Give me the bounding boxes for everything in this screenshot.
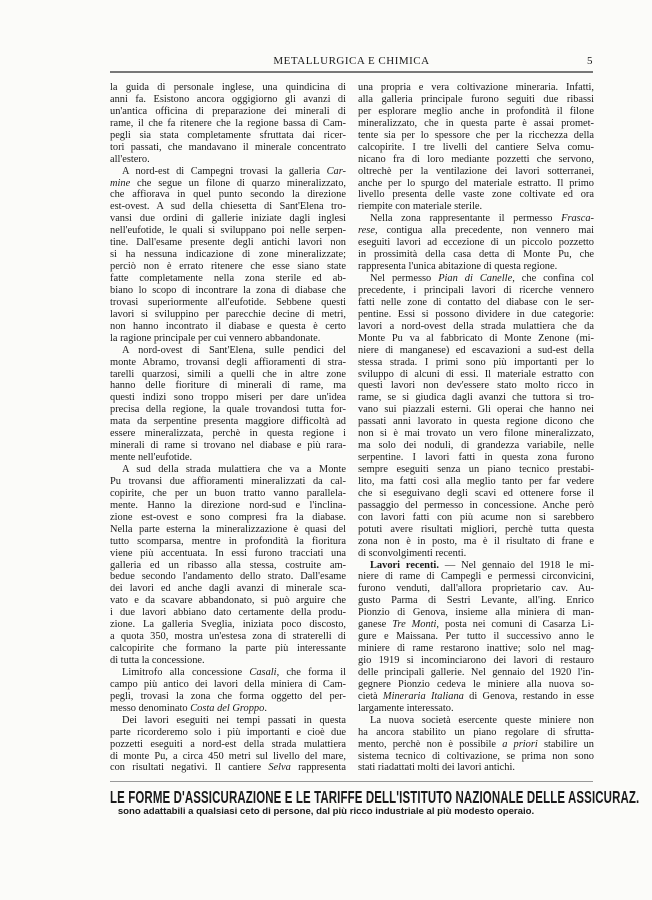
text-line: lito, ma fatti così alla meglio tanto per far vedere <box>358 475 594 487</box>
text-segment: , che confina col <box>512 273 594 284</box>
text-line: anni fa. Esistono ancora oggigiorno gli avanzi di <box>110 93 346 105</box>
text-line: calcopirite. I tre livelli del cantiere Selva comu- <box>358 141 594 153</box>
italic-text: mine <box>110 177 131 189</box>
text-segment: Limitrofo alla concessione <box>122 666 250 678</box>
text-line: niere di manganese) ed escavazioni a sud-est della <box>358 344 594 356</box>
text-line: A nord-ovest di Sant'Elena, sulle pendici del <box>122 344 346 356</box>
text-line: viene più accentuata. In essi furono tracciati una <box>110 547 346 559</box>
text-line: si ha nessuna indicazione di zone mineralizzate; <box>110 249 346 261</box>
text-line: nicano fra di loro mediante pozzetti che servono, <box>358 153 594 165</box>
text-line <box>110 667 346 679</box>
text-line: non si è mai trovato un vero filone mineralizzato, <box>358 428 594 440</box>
text-line: mente nell'eufotide. <box>110 452 193 464</box>
text-line: oltrechè per la ventilazione dei lavori sotterranei, <box>358 165 594 177</box>
text-line: sistema tecnico di coltivazione, se prima non sono <box>358 750 594 762</box>
italic-text: Costa del Groppo <box>190 702 265 714</box>
right-column <box>358 82 594 774</box>
italic-text: Casali <box>249 666 277 678</box>
text-line: riempite con materiale sterile. <box>358 201 483 213</box>
text-line: eseguiti lavori ad eccezione di un piccolo pozzetto <box>358 237 594 249</box>
text-line: Pu trovansi due affioramenti mineralizzati da cal- <box>110 475 346 487</box>
text-line: tine. Dall'esame presente degli antichi lavori non <box>110 237 346 249</box>
text-line: questi indizi sono troppo miseri per dare un'idea <box>110 392 346 404</box>
text-segment: , posta nei comuni di Casarza Li- <box>436 619 594 631</box>
text-line: fatti nelle zone di contatto del diabase con le ser- <box>358 296 594 308</box>
text-line: lavori a nord-ovest della strada mulattiera che da <box>358 320 594 332</box>
text-line: pentine. Essi si possono dividere in due categorie: <box>358 308 594 320</box>
text-line: livello presenta delle vaste zone coltivate ed ora <box>358 189 594 201</box>
text-line: nell'eufotide, le quali si sviluppano poi nelle serpen- <box>110 225 346 237</box>
text-line: biano lo scopo di incontrare la zona di diabase che <box>110 284 346 296</box>
text-line: di sconvolgimenti recenti. <box>358 547 467 559</box>
text-segment: Nella zona rappresentante il permesso <box>370 213 562 225</box>
text-line: essere mineralizzata, perchè in questa regione i <box>110 428 346 440</box>
text-line: rame, il che fa ritenere che la regione bassa di Cam- <box>110 117 346 129</box>
text-line <box>358 273 594 285</box>
text-line: tori passati, che mandavano il minerale concentrato <box>110 141 346 153</box>
text-line: trovasi superiormente all'eufotide. Sebbene questi <box>110 296 346 308</box>
text-line: pegli, trovasi la zona che forma oggetto del per- <box>110 690 346 702</box>
text-line: in prossimità della casa detta di Monte Pu, che <box>358 249 594 261</box>
text-line: a quota 350, mostra un'estesa zona di straterelli di <box>110 631 346 643</box>
text-segment: rappresenta <box>290 762 346 774</box>
text-line: alla galleria principale furono seguiti due ribassi <box>358 93 594 105</box>
text-line: miniere di rame restarono inattive; solo nel mag- <box>358 643 594 655</box>
text-line: tarelli quarzosi, simili a quelli che in altre zone <box>110 368 346 380</box>
text-segment: , contigua alla precedente, non vennero mai <box>374 225 594 237</box>
text-line: un'antica officina di preparazione dei minerali di <box>110 105 346 117</box>
text-line: passati anni lavorato in questa regione dicono che <box>358 416 594 428</box>
text-line: gio 1919 si incominciarono dei lavori di restauro <box>358 655 594 666</box>
paragraph <box>110 464 346 667</box>
paragraph <box>110 82 346 166</box>
text-line: mineralizzato, che in questa parte è assai promet- <box>358 117 594 129</box>
text-segment: ganese <box>358 619 393 631</box>
paragraph <box>110 667 346 715</box>
paragraph <box>110 345 346 464</box>
text-line: monte Abramo, trovansi degli affioramenti di stra- <box>110 356 346 368</box>
text-line: Dei lavori eseguiti nei tempi passati in questa <box>122 714 346 726</box>
italic-text: Pian di Canelle <box>438 273 513 284</box>
text-line: galleria ed un ribasso alla stessa, costruite am- <box>110 559 346 571</box>
text-line <box>110 178 346 190</box>
text-line <box>358 213 594 225</box>
text-line: sviluppo di alcuni di essi. Il materiale estratto con <box>358 368 594 380</box>
text-segment: di Genova, restando in esse <box>463 690 594 702</box>
text-line: non hanno incontrato il diabase e questa è certo <box>110 320 346 332</box>
text-segment: — Nel gennaio del 1918 le mi- <box>438 559 594 571</box>
text-line: lavori si sviluppino per parecchie decine di metri, <box>110 308 346 320</box>
text-line: anche per lo spurgo del materiale estratto. Il primo <box>358 177 594 189</box>
italic-text: Frasca- <box>561 213 594 225</box>
text-line: zione. La galleria Sveglia, iniziata poco discosto, <box>110 619 346 631</box>
journal-title: METALLURGICA E CHIMICA <box>273 55 430 67</box>
text-segment: che segue un filone di quarzo mineralizzato, <box>130 177 346 189</box>
text-line: bedue secondo l'andamento dello strato. Dall'esame <box>110 571 346 583</box>
text-line <box>110 762 346 774</box>
text-line: hanno delle fioriture di minerali di rame, ma <box>110 380 346 392</box>
text-line: ha ancora stabilito un piano regolare di sfrutta- <box>358 726 594 738</box>
italic-text: Mineraria Italiana <box>382 690 464 702</box>
text-segment: stabilire un <box>537 738 594 750</box>
text-line: largamente interessato. <box>358 702 454 714</box>
paragraph <box>358 82 594 213</box>
text-line: fatte completamente nella zona sterile ed ab- <box>110 273 346 284</box>
text-line: che si eseguivano degli scavi ed ottenere forse il <box>358 487 594 499</box>
text-line: perciò non è errato ritenere che esse siano state <box>110 261 346 273</box>
running-header <box>110 55 593 69</box>
text-segment: con risultati negativi. Il cantiere <box>110 762 269 774</box>
text-line: di monte Pu, a circa 450 metri sul livello del mare, <box>110 750 346 762</box>
text-line: vato e da scavare abbandonato, si può arguire che <box>110 595 346 607</box>
text-line: di tutta la concessione. <box>110 655 205 666</box>
italic-text: Car- <box>326 165 346 177</box>
text-line: Nella parte esterna la mineralizzazione è quasi del <box>110 523 346 535</box>
text-line: vansi due ordini di gallerie iniziate dagli inglesi <box>110 213 346 225</box>
text-line: vano sui piazzali esterni. Gli operai che hanno nei <box>358 404 594 416</box>
text-line: tente sia per lo spessore che per la ricchezza della <box>358 129 594 141</box>
text-line: delle principali gallerie. Nel gennaio del 1920 l'in- <box>358 666 594 678</box>
paragraph <box>358 213 594 273</box>
text-line: campo più antico dei lavori della miniera di Cam- <box>110 678 346 690</box>
text-segment: cietà <box>358 690 383 702</box>
text-line: Monte Pu va al fabbricato di Monte Zenone (mi- <box>358 332 594 344</box>
italic-text: Selva <box>268 762 291 774</box>
text-line: copirite, che per un buon tratto vanno parallela- <box>110 487 346 499</box>
text-line: all'estero. <box>110 153 150 165</box>
text-line: mata da serpentine presenta maggiore difficoltà ad <box>110 416 346 428</box>
text-line <box>110 703 346 715</box>
text-line: gegnere Pionzio cedeva le miniere alla nuova so- <box>358 678 594 690</box>
text-line: stati riadattati molti dei lavori antichi. <box>358 762 515 774</box>
footer-rule <box>110 781 593 782</box>
paragraph <box>358 715 594 775</box>
text-line: una propria e vera coltivazione mineraria. Infatti, <box>358 82 594 93</box>
text-line: A sud della strada mulattiera che va a Monte <box>122 464 346 475</box>
paragraph <box>110 715 346 775</box>
text-line: dei lavori ed anche dagli avanzi di minerale sca- <box>110 583 346 595</box>
text-line: zona non è in posto, ma è il risultato di frane e <box>358 535 594 547</box>
text-line: est-ovest. A sud della chiesetta di Sant'Elena tro- <box>110 201 346 213</box>
text-line <box>358 739 594 751</box>
text-line: serpentine. I lavori fatti in questa zona furono <box>358 452 594 464</box>
header-rule <box>110 71 593 73</box>
text-segment: A nord-est di Campegni trovasi la galleria <box>122 165 327 177</box>
italic-text: Tre Monti <box>392 619 437 631</box>
text-line: mente. Hanno la direzione nord-sud e l'inclina- <box>110 499 346 511</box>
text-line <box>358 619 594 631</box>
text-line <box>358 560 594 572</box>
text-line: la guida di personale inglese, una quindicina di <box>110 82 346 93</box>
text-line: zione est-ovest e sono compresi fra la diabase. <box>110 511 346 523</box>
text-line: stessa strada. I primi sono più importanti per lo <box>358 356 594 368</box>
text-line <box>110 166 346 178</box>
text-line: niere di rame di Campegli e permessi circonvicini, <box>358 571 594 583</box>
text-line: gusto Parma di Sestri Levante, all'ing. Enrico <box>358 595 594 607</box>
text-line: precisa della regione, la quale trovandosi tutta for- <box>110 404 346 416</box>
text-line: rame, se si giudica dagli avanzi che tuttora si tro- <box>358 392 594 404</box>
text-line: che affiorava in quel punto secondo la direzione <box>110 189 346 201</box>
text-line: Pionzio di Genova, insieme alla miniera di man- <box>358 607 594 619</box>
advertisement-headline: LE FORME D'ASSICURAZIONE E LE TARIFFE DELL'ISTITUTO NAZIONALE DELLE ASSICURAZ. <box>110 787 640 807</box>
italic-text: rese <box>358 225 375 237</box>
text-segment: messo denominato <box>110 702 191 714</box>
text-line: pegli sia stata completamente sfruttata dai ricer- <box>110 129 346 141</box>
text-line: passaggio del permesso in concessione. Anche però <box>358 499 594 511</box>
italic-text: a priori <box>502 738 538 750</box>
paragraph <box>110 166 346 345</box>
text-line: minerali di rame si trovano nel diabase e più rara- <box>110 440 346 452</box>
text-line: gure e Maissana. Per tutto il successivo anno le <box>358 631 594 643</box>
text-line: precedente, i principali lavori di ricerche vennero <box>358 284 594 296</box>
text-line: sempre eseguiti senza un piano tecnico prestabi- <box>358 464 594 475</box>
text-segment: . <box>264 702 267 714</box>
text-segment: mento, perchè non è possibile <box>358 738 503 750</box>
text-line: pozzetti eseguiti a nord-est della strada mulattiera <box>110 738 346 750</box>
text-line: rappresenta l'unica abitazione di questa regione. <box>358 261 558 273</box>
paragraph <box>358 273 594 560</box>
text-line <box>358 691 594 703</box>
text-line <box>358 225 594 237</box>
text-segment: , che forma il <box>276 666 346 678</box>
page-number: 5 <box>587 55 593 67</box>
text-line: i due lavori abbiano dato certamente della produ- <box>110 607 346 619</box>
text-line: con lavori fatti con più acume non si sarebbero <box>358 511 594 523</box>
text-line: la ragione principale per cui vennero abbandonate. <box>110 332 321 344</box>
text-segment: Nel permesso <box>370 273 439 284</box>
text-line: parte ricorderemo solo i più importanti e cioè due <box>110 726 346 738</box>
text-line: tutto scomparsa, mentre in profondità la fioritura <box>110 535 346 547</box>
text-line: La nuova società esercente queste miniere non <box>370 714 594 726</box>
text-line: calcopirite che formano la parte più interessante <box>110 643 346 655</box>
bold-heading: Lavori recenti. <box>370 559 439 571</box>
text-line: questi lavori non dev'essere stato molto ricco in <box>358 380 594 392</box>
left-column <box>110 82 346 774</box>
text-line: per esplorare meglio anche in profondità il filone <box>358 105 594 117</box>
text-line: ma solo dei noduli, di grandezza variabile, nelle <box>358 440 594 452</box>
paragraph <box>358 560 594 715</box>
text-line: potuti avere risultati migliori, perchè tutta questa <box>358 523 594 535</box>
text-line: furono venduti, dall'allora proprietario cav. Au- <box>358 583 594 595</box>
advertisement-subline: sono adattabili a qualsiasi ceto di persone, dal più ricco industriale al più modesto operaio. <box>117 806 535 817</box>
